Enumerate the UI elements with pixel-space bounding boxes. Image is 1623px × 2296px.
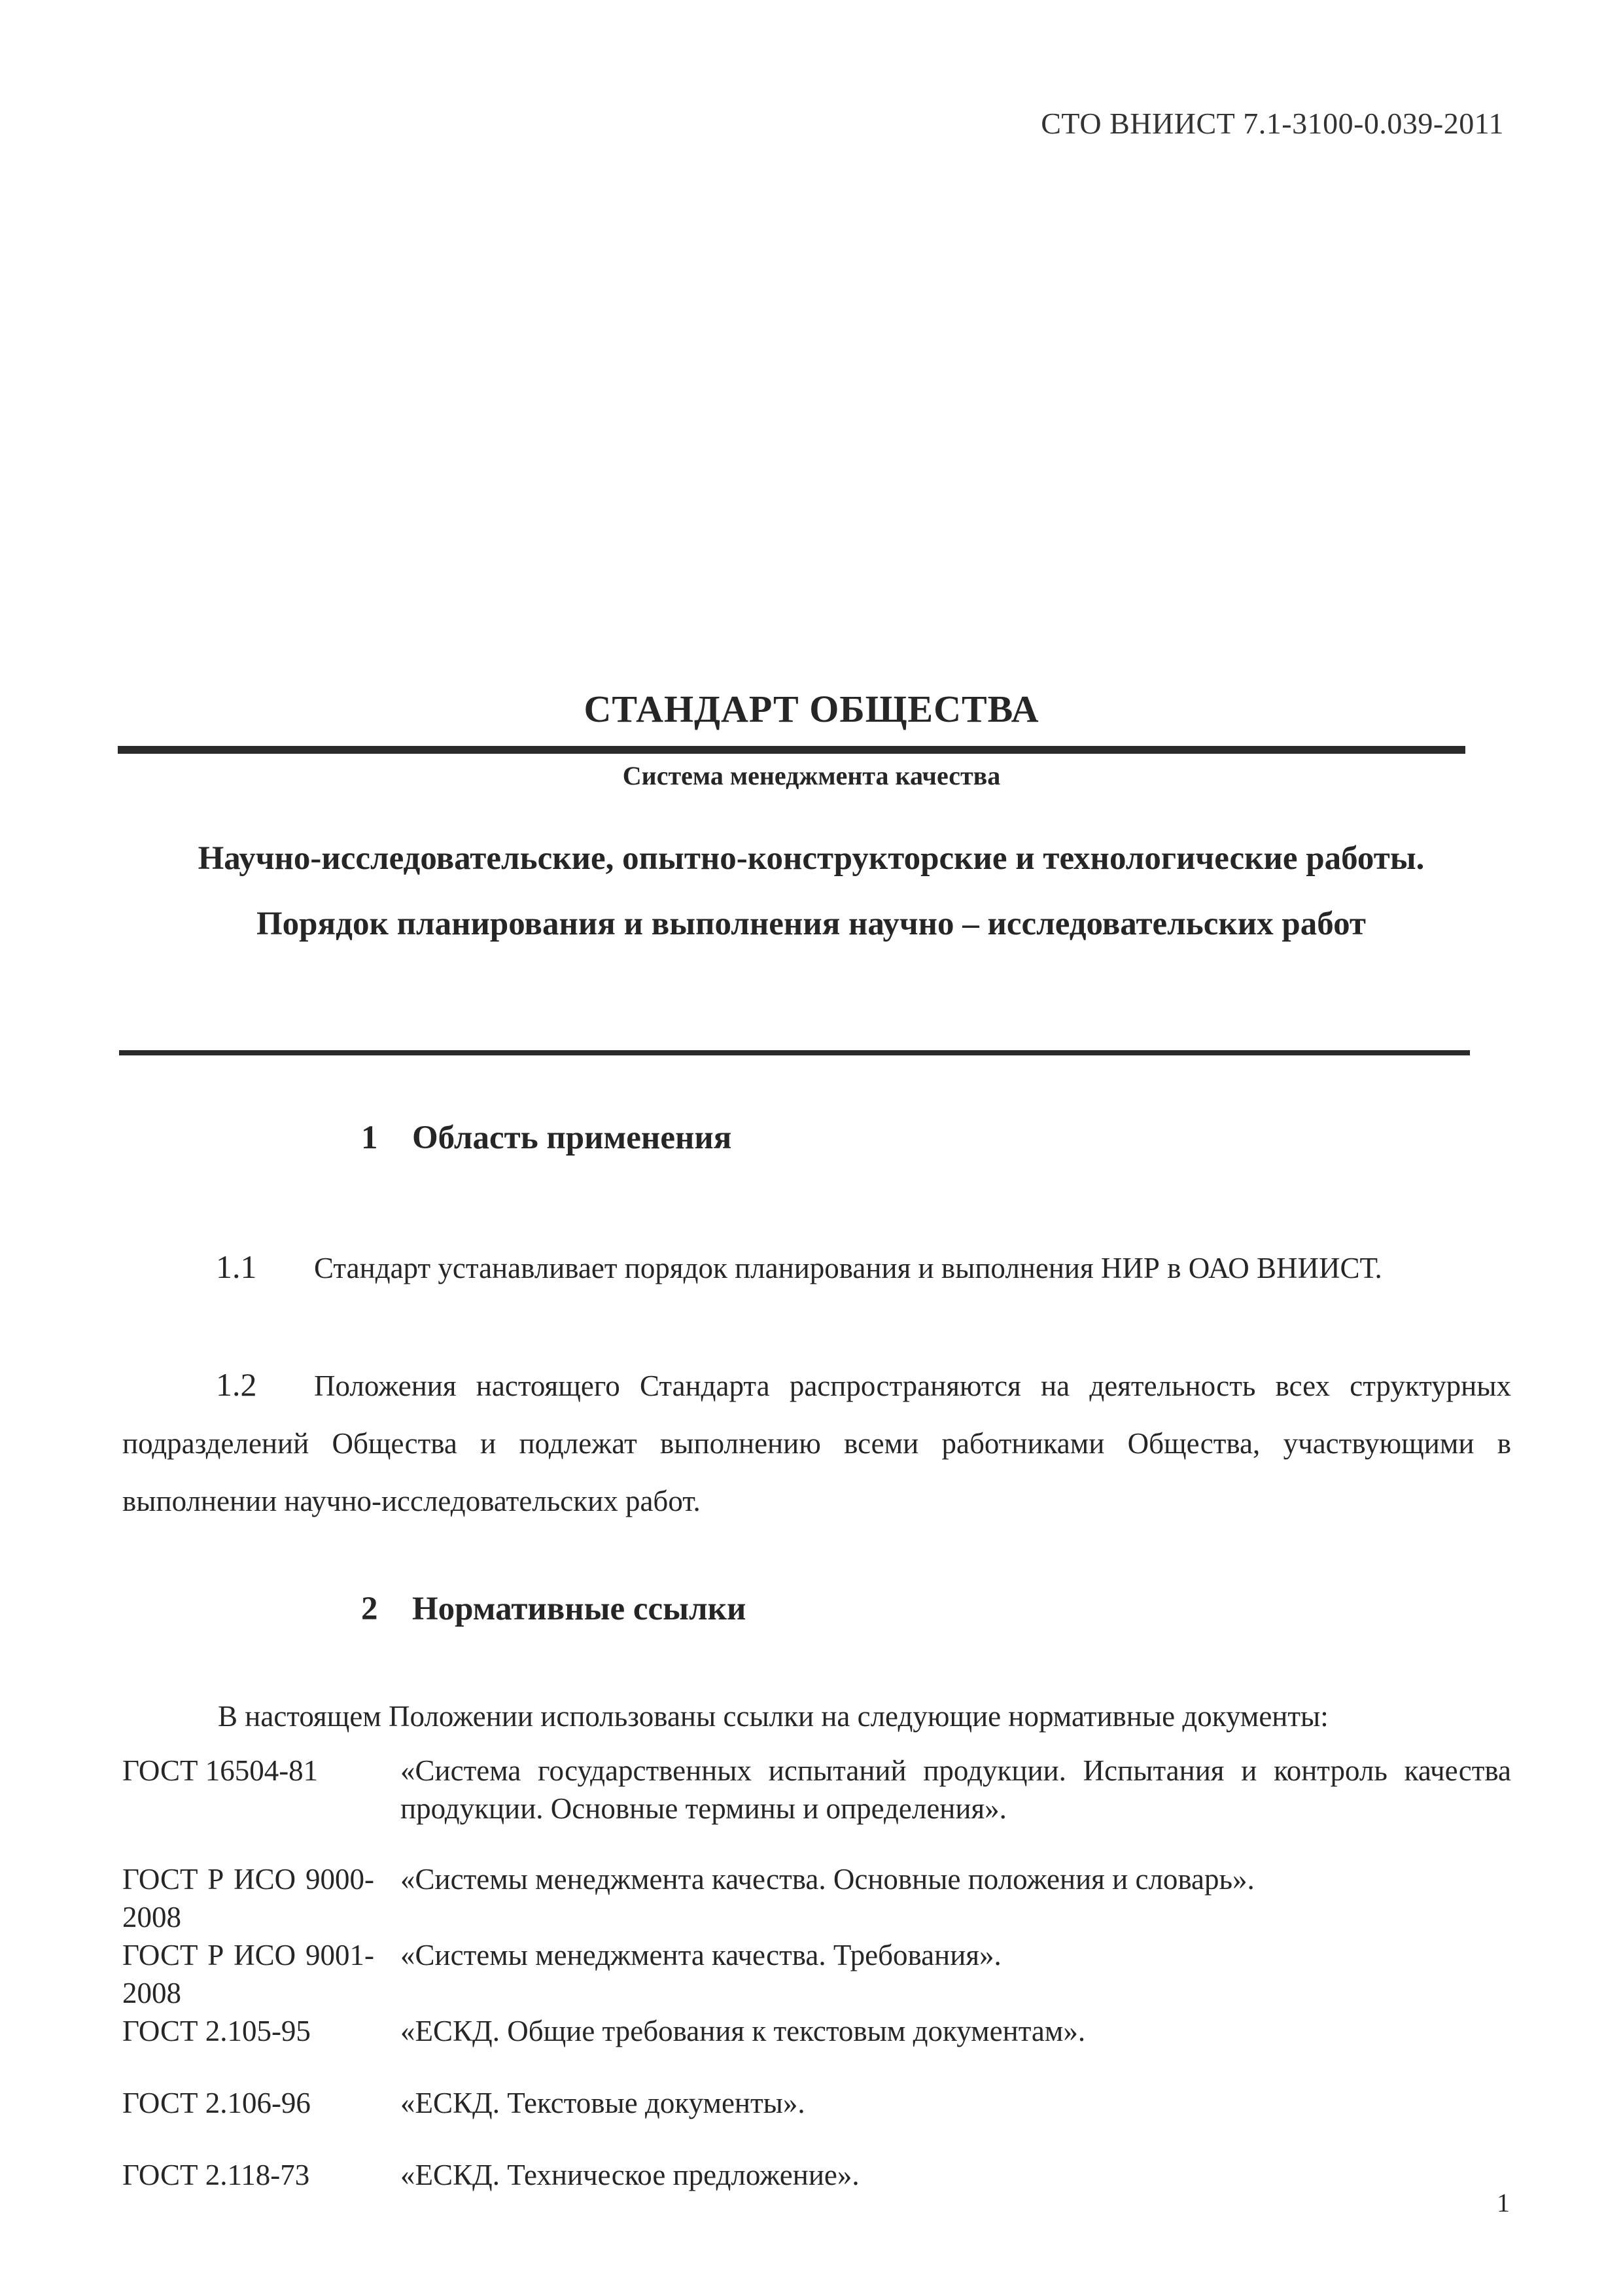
system-name: Система менеджмента качества xyxy=(622,761,1001,790)
paragraph-1-1-number: 1.1 xyxy=(216,1248,257,1285)
reference-code: ГОСТ 2.105-95 xyxy=(122,2015,311,2047)
paragraph-1-1 xyxy=(122,1238,1511,1297)
section-1-number: 1 xyxy=(361,1120,378,1156)
reference-row xyxy=(122,2084,1511,2122)
reference-code: ГОСТ 2.118-73 xyxy=(122,2159,310,2191)
references-intro: В настоящем Положении использованы ссылки на следующие нормативные документы: xyxy=(218,1700,1329,1733)
paragraph-1-2-number: 1.2 xyxy=(216,1366,257,1403)
section-2-heading xyxy=(361,1590,746,1628)
page-number: 1 xyxy=(1497,2188,1510,2217)
reference-title: «Система государственных испытаний продукции. Испытания и контроль качества продукции. Основные термины и определения». xyxy=(400,1754,1511,1825)
section-1-heading xyxy=(361,1119,731,1157)
reference-code: ГОСТ 2.106-96 xyxy=(122,2087,311,2119)
reference-title: «Системы менеджмента качества. Требования». xyxy=(400,1939,1002,1971)
paragraph-1-2-text: Положения настоящего Стандарта распространяются на деятельность всех структурных подразделений Общества и подлежат выполнению всеми работниками Общества, участвующими в выполнении научно-исследовательских работ. xyxy=(122,1369,1511,1517)
reference-code: ГОСТ 16504-81 xyxy=(122,1754,319,1787)
standard-title: СТАНДАРТ ОБЩЕСТВА xyxy=(584,688,1039,730)
references-list xyxy=(122,1752,1511,2194)
reference-row xyxy=(122,1860,1511,1936)
section-1-title: Область применения xyxy=(412,1120,732,1156)
section-2-number: 2 xyxy=(361,1591,378,1627)
reference-code: ГОСТ Р ИСО 9000-2008 xyxy=(122,1863,374,1934)
title-divider-bottom xyxy=(119,1050,1470,1055)
reference-title: «ЕСКД. Общие требования к текстовым документам». xyxy=(400,2015,1086,2047)
paragraph-1-1-text: Стандарт устанавливает порядок планирования и выполнения НИР в ОАО ВНИИСТ. xyxy=(314,1252,1382,1284)
document-code: СТО ВНИИСТ 7.1-3100-0.039-2011 xyxy=(1041,107,1504,140)
document-main-title: Научно-исследовательские, опытно-конструкторские и технологические работы. Порядок планирования и выполнения научно – исследовательских работ xyxy=(198,840,1425,942)
title-divider-top xyxy=(118,746,1465,754)
reference-title: «ЕСКД. Текстовые документы». xyxy=(400,2087,805,2119)
reference-title: «Системы менеджмента качества. Основные положения и словарь». xyxy=(400,1863,1255,1896)
reference-row xyxy=(122,1936,1511,2012)
reference-title: «ЕСКД. Техническое предложение». xyxy=(400,2159,860,2191)
reference-row xyxy=(122,2012,1511,2050)
reference-row xyxy=(122,2156,1511,2194)
section-2-title: Нормативные ссылки xyxy=(412,1591,746,1627)
reference-code: ГОСТ Р ИСО 9001-2008 xyxy=(122,1939,374,2009)
reference-row xyxy=(122,1752,1511,1828)
paragraph-1-2 xyxy=(122,1356,1511,1530)
